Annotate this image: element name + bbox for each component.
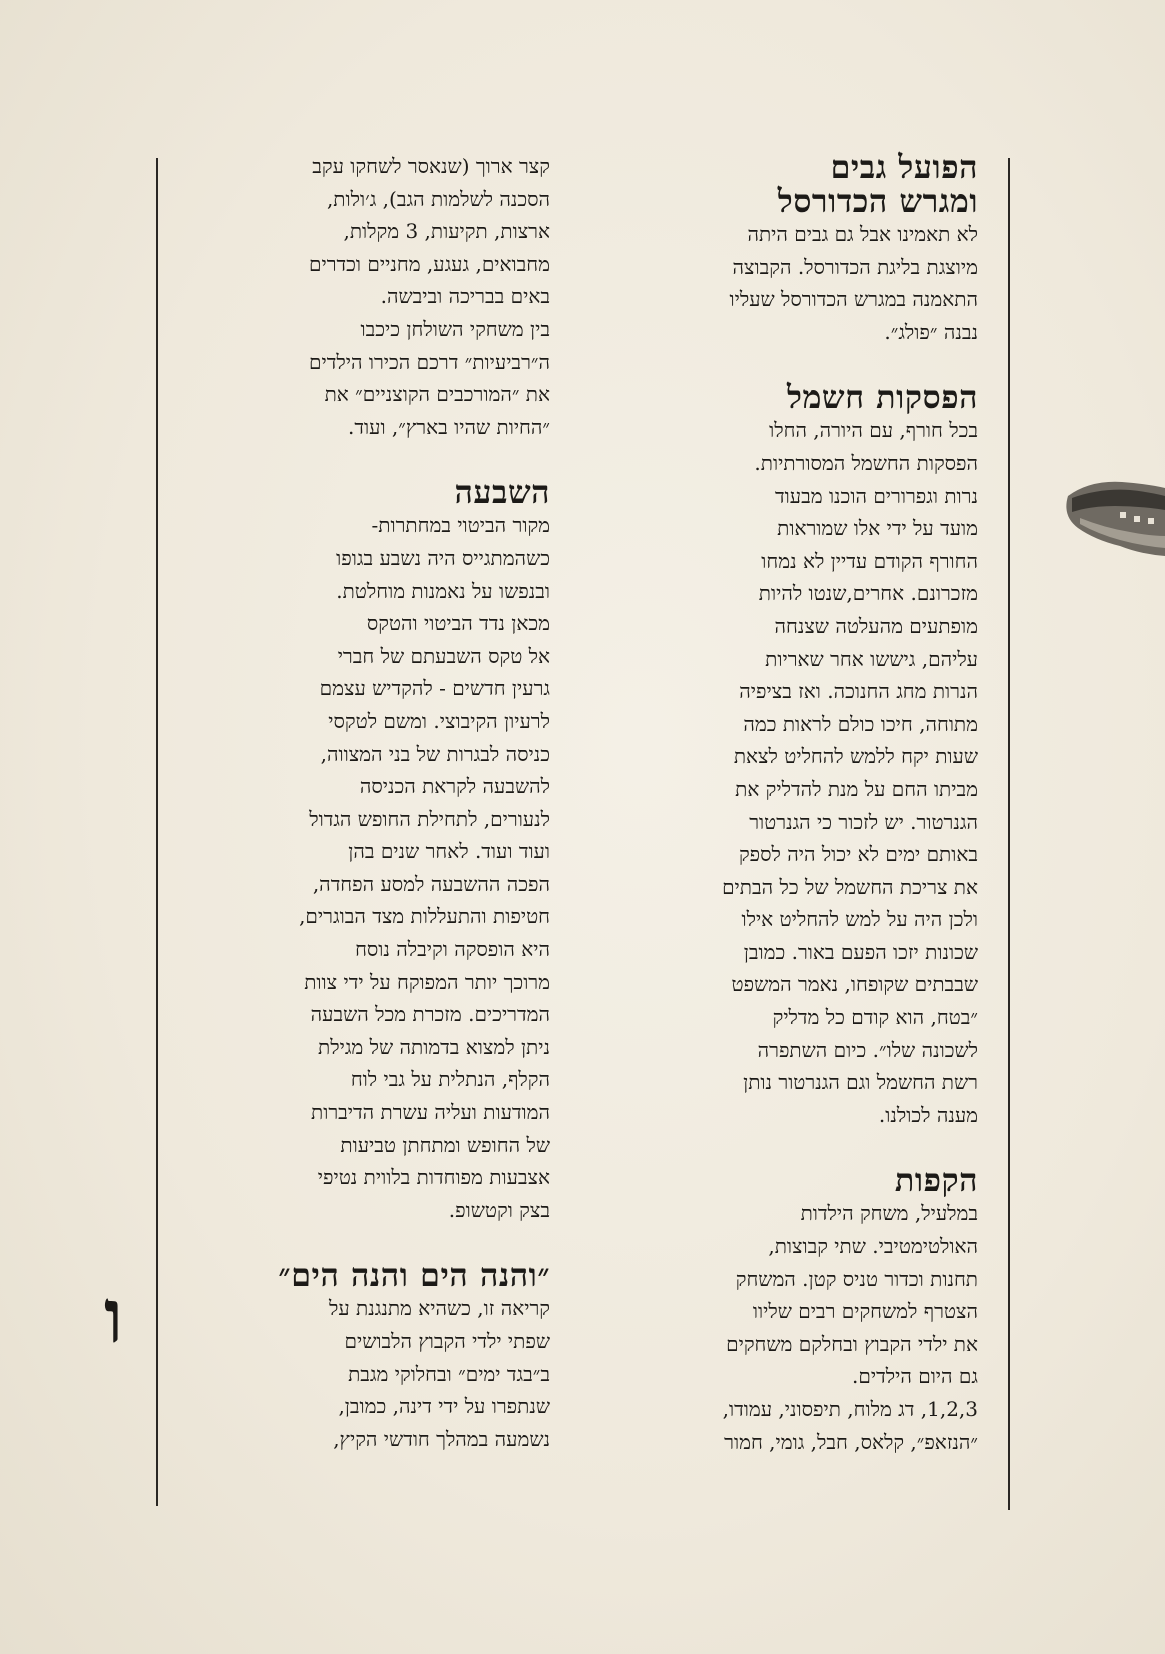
text-line: הנרות מחג החנוכה. ואז בציפיה — [739, 679, 978, 704]
body-paragraph — [188, 313, 550, 443]
text-line: 1,2,3, דג מלוח, תיפסוני, עמודו, — [722, 1397, 978, 1421]
text-line: מופתעים מהעלטה שצנחה — [774, 613, 978, 638]
text-line: אל טקס השבעתם של חברי — [337, 643, 550, 668]
heading-line: הפועל גבים — [830, 148, 978, 186]
text-line: מכאן נדד הביטוי והטקס — [366, 611, 550, 636]
text-line: את צריכת החשמל של כל הבתים — [722, 874, 978, 899]
section-heading — [620, 1161, 978, 1200]
column-divider-right — [1008, 158, 1010, 1510]
text-line: גרעין חדשים - להקדיש עצמם — [319, 676, 550, 701]
text-line: להשבעה לקראת הכניסה — [359, 774, 550, 799]
text-line: קריאה זו, כשהיא מתנגנת על — [329, 1296, 550, 1321]
text-line: שבבתים שקופחו, נאמר המשפט — [731, 972, 978, 997]
text-line: שכונות יזכו הפעם באור. כמובן — [743, 939, 978, 964]
text-line: מרוכך יותר המפוקח על ידי צוות — [304, 969, 550, 994]
text-line: של החופש ומתחתן טביעות — [340, 1132, 550, 1157]
text-line: אצבעות מפוחדות בלווית נטיפי — [317, 1165, 550, 1190]
text-line: ״החיות שהיו בארץ״, ועוד. — [348, 414, 550, 439]
heading-line: השבעה — [454, 473, 550, 512]
text-line: את ״המורכבים הקוצניים״ את — [324, 382, 550, 407]
column-divider-left — [156, 158, 158, 1506]
text-line: מיוצגת בליגת הכדורסל. הקבוצה — [732, 254, 978, 279]
text-line: במלעיל, משחק הילדות — [800, 1201, 978, 1226]
text-line: ה״רביעיות״ דרכם הכירו הילדים — [309, 349, 550, 374]
text-line: היא הופסקה וקיבלה נוסח — [355, 937, 550, 962]
heading-line: ״והנה הים והנה הים״ — [278, 1256, 550, 1295]
text-line: ארצות, תקיעות, 3 מקלות, — [343, 219, 550, 244]
article-section — [188, 475, 550, 1226]
page-letter: ו — [104, 1274, 123, 1360]
text-line: ולכן היה על למש להחליט אילו — [741, 907, 978, 932]
text-line: חטיפות והתעללות מצד הבוגרים, — [299, 904, 550, 929]
text-line: הקלף, הנתלית על גבי לוח — [350, 1067, 550, 1092]
text-line: לשכונה שלו״. כיום השתפרה — [757, 1037, 978, 1062]
text-line: לא תאמינו אבל גם גבים היתה — [747, 222, 978, 246]
body-paragraph — [188, 1292, 550, 1455]
section-heading — [188, 473, 550, 512]
text-line: שעות יקח ללמש להחליט לצאת — [733, 744, 978, 769]
text-line: מענה לכולנו. — [878, 1102, 978, 1127]
decorative-image-fragment — [1060, 458, 1165, 568]
right-column — [620, 150, 978, 1490]
text-line: כניסה לבגרות של בני המצווה, — [320, 741, 550, 766]
text-line: קצר ארוך (שנאסר לשחקו עקב — [312, 154, 550, 178]
text-line: תחנות וכדור טניס קטן. המשחק — [735, 1266, 978, 1291]
text-line: ״בטח, הוא קודם כל מדליק — [772, 1005, 978, 1030]
text-line: המדריכים. מזכרת מכל השבעה — [310, 1002, 550, 1027]
text-line: הפכה ההשבעה למסע הפחדה, — [312, 871, 550, 896]
text-line: מועד על ידי אלו שמוראות — [777, 516, 978, 541]
text-line: ועוד ועוד. לאחר שנים בהן — [348, 839, 550, 864]
body-paragraph — [188, 509, 550, 1226]
text-line: החורף הקודם עדיין לא נמחו — [761, 548, 978, 573]
left-column — [188, 150, 550, 1487]
text-line: נבנה ״פולג״. — [884, 319, 978, 344]
article-section — [620, 380, 978, 1131]
text-line: ב״בגד ימים״ ובחלוקי מגבת — [348, 1361, 550, 1386]
text-line: הגנרטור. יש לזכור כי הגנרטור — [749, 809, 978, 834]
heading-line: ומגרש הכדורסל — [777, 182, 978, 220]
text-line: באים בבריכה וביבשה. — [380, 284, 550, 309]
body-paragraph — [620, 1393, 978, 1458]
text-line: לנעורים, לתחילת החופש הגדול — [309, 806, 550, 831]
text-line: ובנפשו על נאמנות מוחלטת. — [336, 578, 550, 603]
text-line: מזכרונם. אחרים,שנטו להיות — [758, 581, 978, 606]
text-line: בצק וקטשופ. — [448, 1197, 550, 1222]
article-section — [620, 150, 978, 348]
text-line: שפתי ילדי הקבוץ הלבושים — [344, 1329, 550, 1353]
text-line: בכל חורף, עם היורה, החלו — [769, 418, 978, 443]
text-line: הצטרף למשחקים רבים שליוו — [752, 1299, 978, 1324]
text-line: רשת החשמל וגם הגנרטור נותן — [743, 1070, 978, 1095]
text-line: את ילדי הקבוץ ובחלקם משחקים — [726, 1331, 978, 1356]
text-line: מחבואים, געגע, מחניים וכדרים — [308, 251, 550, 276]
body-paragraph — [188, 150, 550, 313]
body-paragraph — [620, 1197, 978, 1393]
article-section — [188, 1258, 550, 1455]
section-heading — [620, 150, 978, 218]
text-line: ״הנזאפ״, קלאס, חבל, גומי, חמור — [724, 1429, 978, 1454]
text-line: מקור הביטוי במחתרות- — [371, 513, 550, 538]
heading-line: הקפות — [894, 1161, 978, 1200]
text-line: בין משחקי השולחן כיכבו — [360, 316, 550, 341]
text-line: נרות וגפרורים הוכנו מבעוד — [775, 483, 978, 508]
text-line: ניתן למצוא בדמותה של מגילת — [318, 1034, 550, 1059]
text-line: האולטימטיבי. שתי קבוצות, — [768, 1234, 978, 1259]
text-line: המודעות ועליה עשרת הדיברות — [311, 1100, 550, 1125]
text-line: גם היום הילדים. — [852, 1364, 978, 1389]
text-line: מביתו החם על מנת להדליק את — [735, 776, 978, 801]
text-line: שנתפרו על ידי דינה, כמובן, — [338, 1394, 550, 1419]
text-line: התאמנה במגרש הכדורסל שעליו — [729, 287, 978, 312]
text-line: נשמעה במהלך חודשי הקיץ, — [333, 1426, 550, 1451]
text-line: עליהם, גיששו אחר שאריות — [765, 646, 978, 671]
text-line: מתוחה, חיכו כולם לראות כמה — [743, 711, 978, 736]
section-heading — [620, 378, 978, 417]
text-line: הסכנה לשלמות הגב), ג׳ולות, — [326, 186, 550, 211]
section-heading — [188, 1256, 550, 1295]
text-line: באותם ימים לא יכול היה לספק — [738, 842, 978, 867]
article-section — [620, 1163, 978, 1458]
text-line: לרעיון הקיבוצי. ומשם לטקסי — [328, 708, 550, 733]
text-line: הפסקות החשמל המסורתיות. — [754, 450, 978, 475]
body-paragraph — [620, 218, 978, 348]
body-paragraph — [620, 414, 978, 1131]
text-line: כשהמתגייס היה נשבע בגופו — [336, 545, 550, 570]
heading-line: הפסקות חשמל — [786, 378, 978, 417]
article-section — [188, 150, 550, 443]
